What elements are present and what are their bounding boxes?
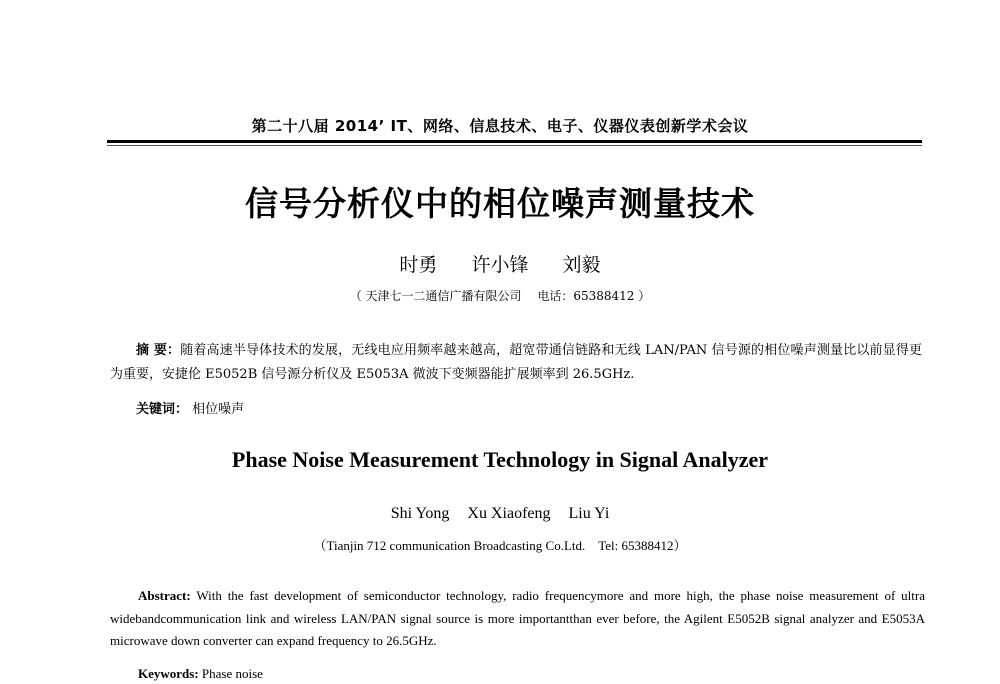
cn-abstract-label: 摘 要： [136,343,181,358]
en-author: Xu Xiaofeng [467,505,551,522]
cn-title: 信号分析仪中的相位噪声测量技术 [245,184,755,223]
cn-abstract [110,339,922,387]
en-abstract-text: With the fast development of semiconductor technology, radio frequencymore and more high, the phase noise measurement of ultra widebandcommunication link and wireless LAN/PAN signal source is more importantthan ever before, the Agilent E5052B signal analyzer and E5053A microwave down converter can expand frequency to 26.5GHz. [110,588,925,648]
cn-keywords [136,398,244,417]
en-affiliation: （Tianjin 712 communication Broadcasting Co.Ltd. Tel: 65388412） [313,538,687,553]
cn-affiliation: （ 天津七一二通信广播有限公司 电话：65388412 ） [349,289,651,303]
en-keywords-label: Keywords: [138,666,199,681]
cn-keywords-label: 关键词： [136,402,189,417]
cn-author: 时勇 [399,254,438,276]
en-keywords [138,666,263,682]
header-rule-thin [107,145,922,146]
en-keywords-text: Phase noise [198,666,263,681]
en-abstract-label: Abstract: [138,588,191,603]
cn-author: 许小锋 [471,254,529,276]
conference-header: 第二十八届 2014’ IT、网络、信息技术、电子、仪器仪表创新学术会议 [251,117,749,135]
cn-abstract-paragraph [110,339,922,387]
cn-author: 刘毅 [562,254,601,276]
en-author: Shi Yong [390,505,450,522]
cn-authors [0,250,1000,277]
cn-keywords-text: 相位噪声 [192,402,245,417]
cn-abstract-text: 随着高速半导体技术的发展，无线电应用频率越来越高，超宽带通信链路和无线 LAN/PAN 信号源的相位噪声测量比以前显得更为重要，安捷伦 E5052B 信号源分析仪及 E5053A 微波下变频器能扩展频率到 26.5GHz. [110,343,923,382]
en-authors [0,505,1000,523]
header-rule [107,140,922,143]
en-author: Liu Yi [568,505,610,522]
en-abstract [110,585,925,653]
en-title: Phase Noise Measurement Technology in Signal Analyzer [231,447,769,472]
